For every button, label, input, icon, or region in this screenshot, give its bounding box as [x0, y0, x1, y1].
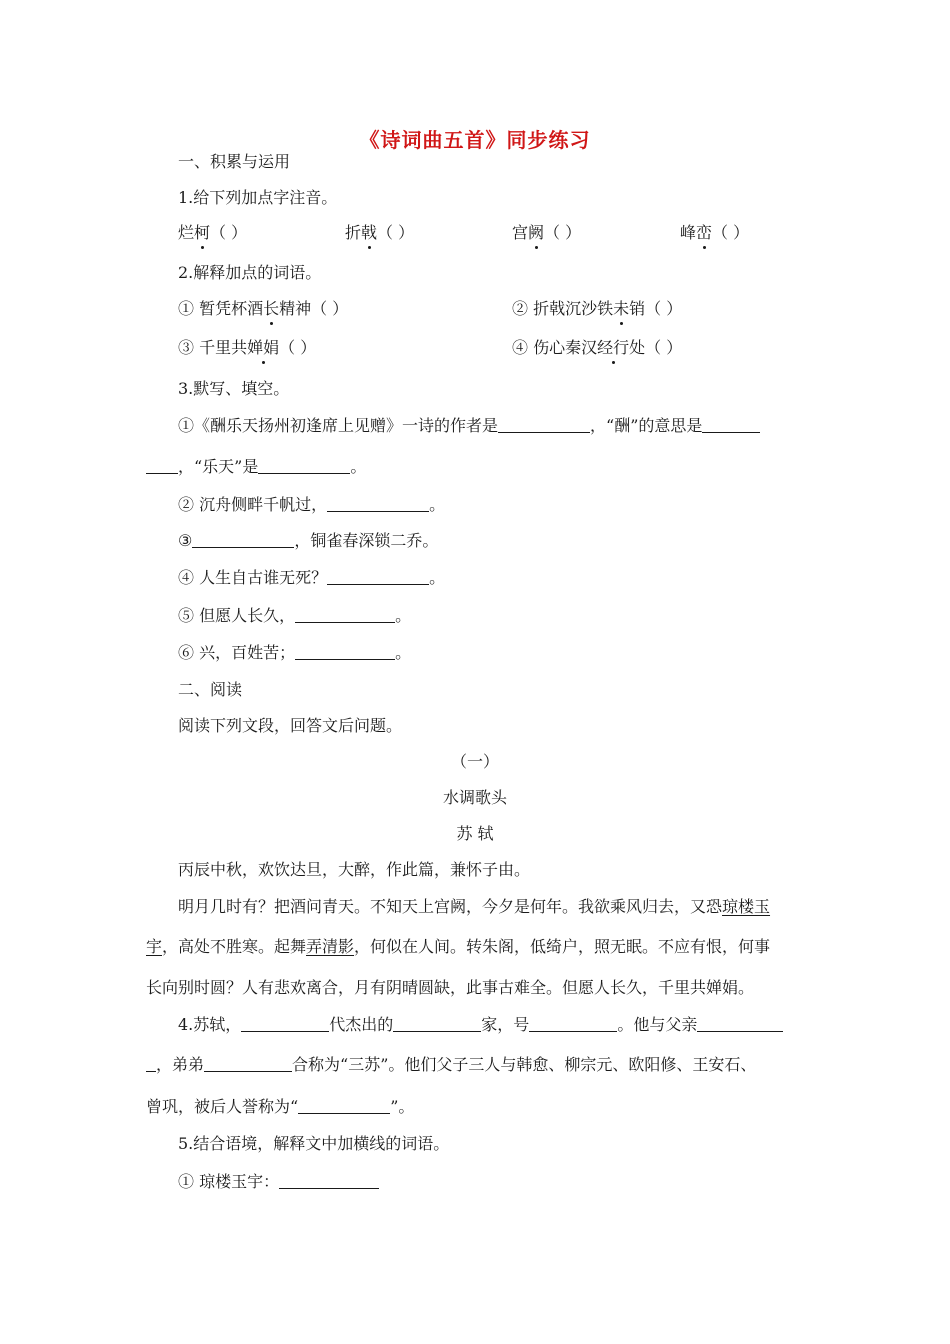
answer-blank[interactable]: [702, 416, 760, 433]
poem-line-2: 宇，高处不胜寒。起舞弄清影，何似在人间。转朱阁，低绮户，照无眠。不应有恨，何事: [146, 937, 771, 956]
answer-blank[interactable]: [327, 495, 429, 512]
q4-line-2: ，弟弟 合称为“三苏”。他们父子三人与韩愈、柳宗元、欧阳修、王安石、: [146, 1054, 756, 1076]
q3-line-6: ⑤ 但愿人长久， 。: [178, 606, 412, 625]
answer-blank[interactable]: [327, 568, 429, 585]
dotted-char: 柯: [194, 223, 211, 242]
q2-item-1: ① 暂凭杯酒长精神（ ）: [178, 299, 349, 318]
question-3-stem: 3.默写、填空。: [178, 379, 290, 398]
answer-blank[interactable]: [295, 643, 395, 660]
underlined-phrase: 宇: [146, 937, 163, 956]
answer-blank[interactable]: [529, 1015, 617, 1032]
poem-author: 苏 轼: [456, 824, 494, 843]
answer-blank[interactable]: [295, 606, 395, 623]
dotted-char: 戟: [361, 223, 378, 242]
section-heading-2: 二、阅读: [178, 680, 243, 699]
q1-item-3: 宫阙（ ）: [512, 223, 582, 242]
q1-item-2: 折戟（ ）: [345, 223, 415, 242]
answer-blank[interactable]: [393, 1015, 481, 1032]
q3-line-1: ①《酬乐天扬州初逢席上见赠》一诗的作者是 ，“酬”的意思是: [178, 415, 760, 437]
q2-item-3: ③ 千里共婵娟（ ）: [178, 338, 317, 357]
answer-blank[interactable]: [279, 1172, 379, 1189]
answer-blank[interactable]: [204, 1055, 292, 1072]
q3-line-2: ，“乐天”是 。: [146, 456, 366, 478]
dotted-char: 阙: [528, 223, 545, 242]
underlined-phrase: 琼楼玉: [722, 897, 771, 916]
reading-instruction: 阅读下列文段，回答文后问题。: [178, 716, 403, 735]
dotted-char: 峦: [696, 223, 713, 242]
q1-item-1: 烂柯（ ）: [178, 223, 248, 242]
q1-item-4: 峰峦（ ）: [680, 223, 750, 242]
section-heading-1: 一、积累与运用: [178, 152, 291, 171]
q3-line-5: ④ 人生自古谁无死？ 。: [178, 568, 446, 587]
poem-title: 水调歌头: [442, 788, 507, 807]
answer-blank[interactable]: [192, 531, 294, 548]
answer-blank[interactable]: [498, 416, 590, 433]
page-title: 《诗词曲五首》同步练习: [359, 128, 591, 152]
dotted-word: 长: [263, 299, 280, 318]
answer-blank[interactable]: [241, 1015, 329, 1032]
q2-item-2: ② 折戟沉沙铁未销（ ）: [512, 299, 683, 318]
dotted-word: 婵娟: [247, 338, 280, 357]
poem-line-3: 长向别时圆？人有悲欢离合，月有阴晴圆缺，此事古难全。但愿人长久，千里共婵娟。: [146, 978, 755, 997]
passage-number: （一）: [450, 752, 499, 771]
question-2-stem: 2.解释加点的词语。: [178, 263, 322, 282]
q3-line-4: ③ ，铜雀春深锁二乔。: [178, 531, 439, 550]
q4-line-3: 曾巩，被后人誉称为“ ”。: [146, 1097, 415, 1116]
answer-blank[interactable]: [298, 1097, 390, 1114]
dotted-word: 未: [613, 299, 630, 318]
answer-blank[interactable]: [697, 1015, 783, 1032]
poem-preface: 丙辰中秋，欢饮达旦，大醉，作此篇，兼怀子由。: [178, 860, 531, 879]
q2-item-4: ④ 伤心秦汉经行处（ ）: [512, 338, 683, 357]
q4-line-1: 4.苏轼， 代杰出的 家，号 。他与父亲: [178, 1014, 783, 1036]
q3-line-3: ② 沉舟侧畔千帆过， 。: [178, 495, 446, 514]
answer-blank[interactable]: [146, 1055, 156, 1072]
poem-line-1: 明月几时有？把酒问青天。不知天上宫阙，今夕是何年。我欲乘风归去，又恐琼楼玉: [178, 897, 771, 916]
underlined-phrase: 弄清影: [306, 937, 355, 956]
dotted-word: 经行: [597, 338, 630, 357]
answer-blank[interactable]: [258, 457, 350, 474]
q5-item-1: ① 琼楼玉宇：: [178, 1171, 379, 1193]
question-5-stem: 5.结合语境，解释文中加横线的词语。: [178, 1134, 450, 1153]
question-1-stem: 1.给下列加点字注音。: [178, 188, 338, 207]
answer-blank[interactable]: [146, 457, 178, 474]
q3-line-7: ⑥ 兴，百姓苦； 。: [178, 643, 412, 662]
